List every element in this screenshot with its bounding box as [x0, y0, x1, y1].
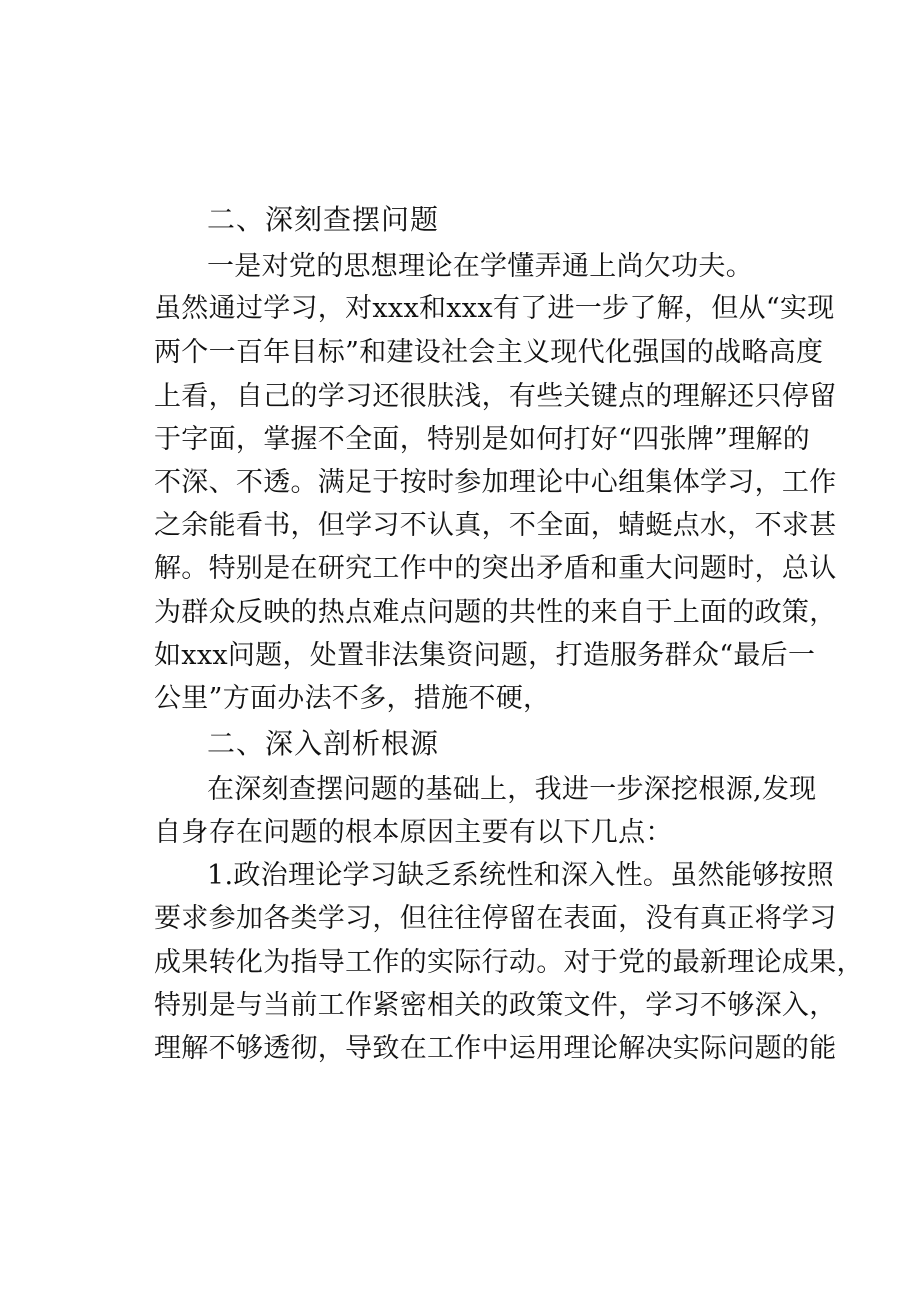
section-heading-problems: 二、深刻查摆问题 [207, 203, 440, 236]
paragraph-line: 1.政治理论学习缺乏系统性和深入性。虽然能够按照 [207, 860, 834, 891]
paragraph-line: 解。特别是在研究工作中的突出矛盾和重大问题时，总认 [154, 553, 837, 584]
paragraph-line: 于字面，掌握不全面，特别是如何打好“四张牌”理解的 [154, 424, 811, 455]
paragraph-line: 虽然通过学习，对xxx和xxx有了进一步了解，但从“实现 [154, 293, 835, 324]
paragraph-line: 为群众反映的热点难点问题的共性的来自于上面的政策， [154, 597, 837, 628]
paragraph-line: 一是对党的思想理论在学懂弄通上尚欠功夫。 [207, 251, 753, 282]
paragraph-line: 在深刻查摆问题的基础上，我进一步深挖根源,发现 [207, 774, 817, 805]
paragraph-line: 成果转化为指导工作的实际行动。对于党的最新理论成果， [154, 947, 864, 978]
paragraph-line: 公里”方面办法不多，措施不硬， [154, 683, 551, 714]
paragraph-line: 两个一百年目标”和建设社会主义现代化强国的战略高度 [154, 337, 824, 368]
paragraph-line: 上看，自己的学习还很肤浅，有些关键点的理解还只停留 [154, 381, 837, 412]
section-heading-root-causes: 二、深入剖析根源 [207, 727, 440, 760]
paragraph-line: 自身存在问题的根本原因主要有以下几点： [154, 817, 673, 848]
paragraph-line: 要求参加各类学习，但往往停留在表面，没有真正将学习 [154, 903, 837, 934]
paragraph-line: 特别是与当前工作紧密相关的政策文件，学习不够深入， [154, 990, 837, 1021]
paragraph-line: 之余能看书，但学习不认真，不全面，蜻蜓点水，不求甚 [154, 510, 837, 541]
paragraph-line: 不深、不透。满足于按时参加理论中心组集体学习，工作 [154, 467, 837, 498]
paragraph-line: 理解不够透彻，导致在工作中运用理论解决实际问题的能 [154, 1033, 837, 1064]
paragraph-line: 如xxx问题，处置非法集资问题，打造服务群众“最后一 [154, 640, 816, 671]
